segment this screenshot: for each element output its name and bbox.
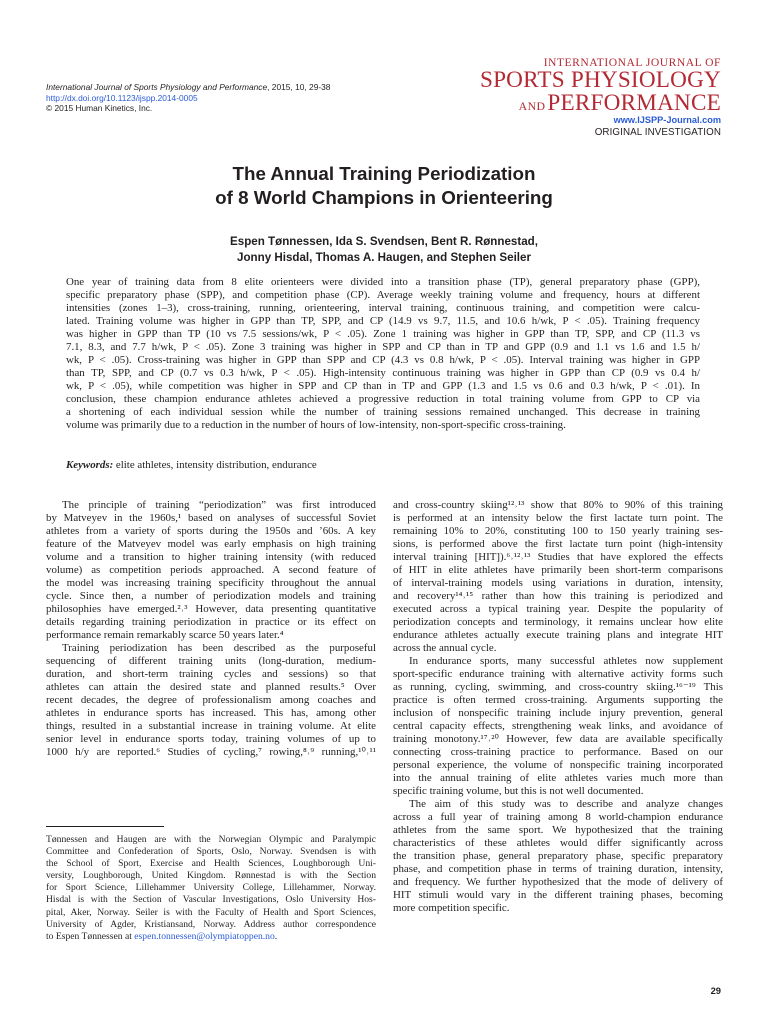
text-line: intensities (zones 1–3), cross-training, running, orienteering, interval training, continuous training, and competition were calcu- <box>66 301 700 314</box>
text-line: volume) as competition periods approached. A second feature of <box>46 564 376 577</box>
copyright-line: © 2015 Human Kinetics, Inc. <box>46 103 153 113</box>
keywords-text: elite athletes, intensity distribution, endurance <box>113 459 317 471</box>
text-line: characteristics of these athletes would differ significantly across <box>393 837 723 850</box>
logo-and: AND <box>518 99 546 113</box>
text-line: athletes from a variety of sports during the 1950s and ’60s. A key <box>46 525 376 538</box>
text-line: endurance athletes actually execute training plans and integrate HIT <box>393 629 723 642</box>
keywords <box>66 459 700 472</box>
citation-volume: , 2015, 10, 29-38 <box>267 82 331 92</box>
text-line: and recovery¹⁴˒¹⁵ rather than how this training is periodized and <box>393 590 723 603</box>
text-line: feature of the Matveyev model was early emphasis on high training <box>46 538 376 551</box>
logo-line-sports-physiology: SPORTS PHYSIOLOGY <box>479 67 721 93</box>
article-type: ORIGINAL INVESTIGATION <box>594 127 721 138</box>
text-line: details regarding training periodization in practice or its effect on <box>46 616 376 629</box>
text-line: more competition specific. <box>393 902 510 915</box>
text-line: practice is often termed cross-training. Arguments supporting the <box>393 694 723 707</box>
text-line: specific preparatory phase (SPP), and competition phase (CP). Average weekly training volume and frequency, hours at different <box>66 288 700 301</box>
text-line: of interval-training models using variations in duration, intensity, <box>393 577 723 590</box>
text-line: the transition phase, general preparatory phase, specific preparatory <box>393 850 723 863</box>
journal-logo <box>461 56 721 117</box>
text-line: and frequency. We further hypothesized that the mode of delivery of <box>393 876 723 889</box>
text-line: than TP, SPP, and CP (0.7 vs 0.3 h/wk, P < .05). High-intensity continuous training was higher in GPP than CP (0.9 vs 0.4 h/ <box>66 366 700 379</box>
text-line: central capacity effects, strengthening weak links, and avoidance of <box>393 720 723 733</box>
correspondence-email-link[interactable]: espen.tonnessen@olympiatoppen.no <box>134 930 275 942</box>
author-list <box>0 234 768 265</box>
text-line: of HIT in elite athletes have primarily been short-term comparisons <box>393 564 723 577</box>
logo-line-international: INTERNATIONAL JOURNAL OF <box>543 56 721 69</box>
text-line: 1000 h/y are reported.⁶ Studies of cycling,⁷ rowing,⁸˒⁹ running,¹⁰˒¹¹ <box>46 746 376 759</box>
text-line: by Matveyev in the 1960s,¹ based on analyses of successful Soviet <box>46 512 376 525</box>
journal-website-link[interactable]: www.IJSPP-Journal.com <box>613 115 721 125</box>
text-line: performance remain remarkably scarce 50 years later.⁴ <box>46 629 284 642</box>
text-line: across a full year of training among 8 world-champion endurance <box>393 811 723 824</box>
text-line: sport-specific endurance training with alternative activity forms such <box>393 668 723 681</box>
text-line: a shortening of each individual session while the number of training sessions remained unchanged. This decrease in training <box>66 405 700 418</box>
logo-line-performance <box>461 92 721 117</box>
text-line: sequencing of different training units (long-duration, medium- <box>46 655 376 668</box>
text-line: things, resulted in a substantial increase in training volume. At elite <box>46 720 376 733</box>
text-line: volume was primarily due to a reduction in the number of hours of low-intensity, non-sport-specific cross-training. <box>66 418 566 431</box>
title-line: of 8 World Champions in Orienteering <box>215 187 553 208</box>
text-line: athletes can attain the desired state and planned results.⁵ Over <box>46 681 376 694</box>
text-line: conclusion, these champion endurance athletes achieved a progressive reduction in total training volume from GPP to CP via <box>66 392 700 405</box>
text-line: wk, P < .05). Cross-training was higher in GPP than SPP and CP (4.3 vs 0.8 h/wk, P < .05). Interval training was higher in GPP <box>66 353 700 366</box>
author-affiliation-footnote <box>46 834 376 943</box>
text-line: personal experience, the volume of nonspecific training incorporated <box>393 759 723 772</box>
footnote-line: Tønnessen and Haugen are with the Norwegian Olympic and Paralympic <box>46 834 376 845</box>
text-line: interval training [HIT]).⁶˒¹²˒¹³ Studies that have explored the effects <box>393 551 723 564</box>
footnote-line: for Sport Science, Lillehammer University College, Lillehammer, Norway. <box>46 882 376 894</box>
title-line: The Annual Training Periodization <box>232 163 536 184</box>
text-line: lated. Training volume was higher in GPP than TP, SPP, and CP (14.9 vs 9.7, 11.5, and 10.6 h/wk, P < .05). Training frequency <box>66 314 700 327</box>
doi-link[interactable]: http://dx.doi.org/10.1123/ijspp.2014-0005 <box>46 92 198 103</box>
text-line: philosophies have emerged.²˒³ However, data presenting quantitative <box>46 603 376 616</box>
article-title <box>0 162 768 210</box>
text-line: is performed at an intensity below the first lactate turn point. The <box>393 512 723 525</box>
footnote-line: University of Agder, Kristiansand, Norway. Address author correspondence <box>46 918 376 930</box>
citation-block <box>46 82 426 114</box>
journal-citation: International Journal of Sports Physiology and Performance <box>46 82 268 92</box>
text-line: sions, is performed above the first lactate turn point (high-intensity <box>393 538 723 551</box>
text-line: wk, P < .05), while competition was higher in SPP and CP than in TP and GPP (1.3 and 1.5 vs 0.6 and 0.3 h/wk, P < .01). In <box>66 379 700 392</box>
text-line: inclusion of nonspecific training include injury prevention, general <box>393 707 723 720</box>
author-line: Espen Tønnessen, Ida S. Svendsen, Bent R. Rønnestad, <box>230 235 538 248</box>
text-line: periodization concepts and terminology, it remains unclear how elite <box>393 616 723 629</box>
text-line: was higher in GPP than TP (10 vs 7.5 sessions/wk, P < .05). Zone 1 training was higher in GPP than TP, SPP, and CP (11.3 vs <box>66 327 700 340</box>
text-line: duration, and short-term training cycles and sessions) so that <box>46 668 376 681</box>
footnote-line: the School of Sport, Exercise and Health Sciences, Loughborough Uni- <box>46 858 376 870</box>
text-line: HIT stimuli would vary in the different training phases, becoming <box>393 889 723 902</box>
text-line: volume and a transition to higher training intensity (with reduced <box>46 551 376 564</box>
body-column-right <box>393 499 723 916</box>
text-line: the model was increasing training specificity throughout the annual <box>46 577 376 590</box>
text-line: specific training volume, but this is not well documented. <box>393 785 644 798</box>
text-line: senior level in endurance sports today, training volumes of up to <box>46 733 376 746</box>
text-line: athletes from the same sport. We hypothesized that the training <box>393 824 723 837</box>
text-line: connecting cross-training practice to performance. Based on our <box>393 746 723 759</box>
text-line: training monotony.¹⁷˒²⁰ However, few data are available specifically <box>393 733 723 746</box>
logo-performance: PERFORMANCE <box>547 90 721 116</box>
text-line: executed across a typical training year. Despite the popularity of <box>393 603 723 616</box>
text-line: cycle. Since then, a number of periodization models and training <box>46 590 376 603</box>
citation-line <box>46 82 426 93</box>
text-line: recent decades, the degree of professionalism among coaches and <box>46 694 376 707</box>
footnote-line: versity, Loughborough, United Kingdom. Rønnestad is with the Section <box>46 870 376 882</box>
author-line: Jonny Hisdal, Thomas A. Haugen, and Stephen Seiler <box>237 250 531 264</box>
text-line: The aim of this study was to describe and analyze changes <box>409 798 723 811</box>
abstract <box>66 276 700 432</box>
footnote-period: . <box>274 930 278 942</box>
keywords-label: Keywords: <box>66 459 114 471</box>
footnote-line: pital, Aker, Norway. Seiler is with the Faculty of Health and Sport Sciences, <box>46 906 376 918</box>
footnote-line: Committee and Confederation of Sports, Oslo, Norway. Svendsen is with <box>46 846 376 858</box>
footnote-divider <box>46 826 164 827</box>
text-line: The principle of training “periodization” was first introduced <box>62 499 376 511</box>
text-line: 7.1, 8.3, and 7.7 h/wk, P < .05). Zone 3 training was higher in SPP and CP than in TP and GPP (0.9 and 1.1 vs 1.6 and 1.5 h/ <box>66 340 700 353</box>
text-line: One year of training data from 8 elite orienteers were divided into a transition phase (TP), general preparatory phase (GPP), <box>66 276 700 288</box>
body-column-left <box>46 499 376 759</box>
page-number: 29 <box>710 985 721 996</box>
text-line: across the annual cycle. <box>393 642 497 655</box>
text-line: into the annual training of elite athletes varies much more than <box>393 772 723 785</box>
text-line: remaining 10% to 20%, constituting 100 to 150 yearly training ses- <box>393 525 723 538</box>
text-line: and cross-country skiing¹²˒¹³ show that 80% to 90% of this training <box>393 499 723 511</box>
text-line: Training periodization has been described as the purposeful <box>62 642 376 655</box>
text-line: athletes in endurance sports has increased. This has, among other <box>46 707 376 720</box>
text-line: as running, cycling, swimming, and cross-country skiing.¹⁶⁻¹⁹ This <box>393 681 723 694</box>
footnote-line <box>46 931 376 943</box>
footnote-line: Hisdal is with the Section of Vascular Investigations, Oslo University Hos- <box>46 894 376 906</box>
footnote-text: to Espen Tønnessen at <box>46 930 135 942</box>
text-line: phase, and competition phase in terms of training duration, intensity, <box>393 863 723 876</box>
text-line: In endurance sports, many successful athletes now supplement <box>409 655 723 668</box>
